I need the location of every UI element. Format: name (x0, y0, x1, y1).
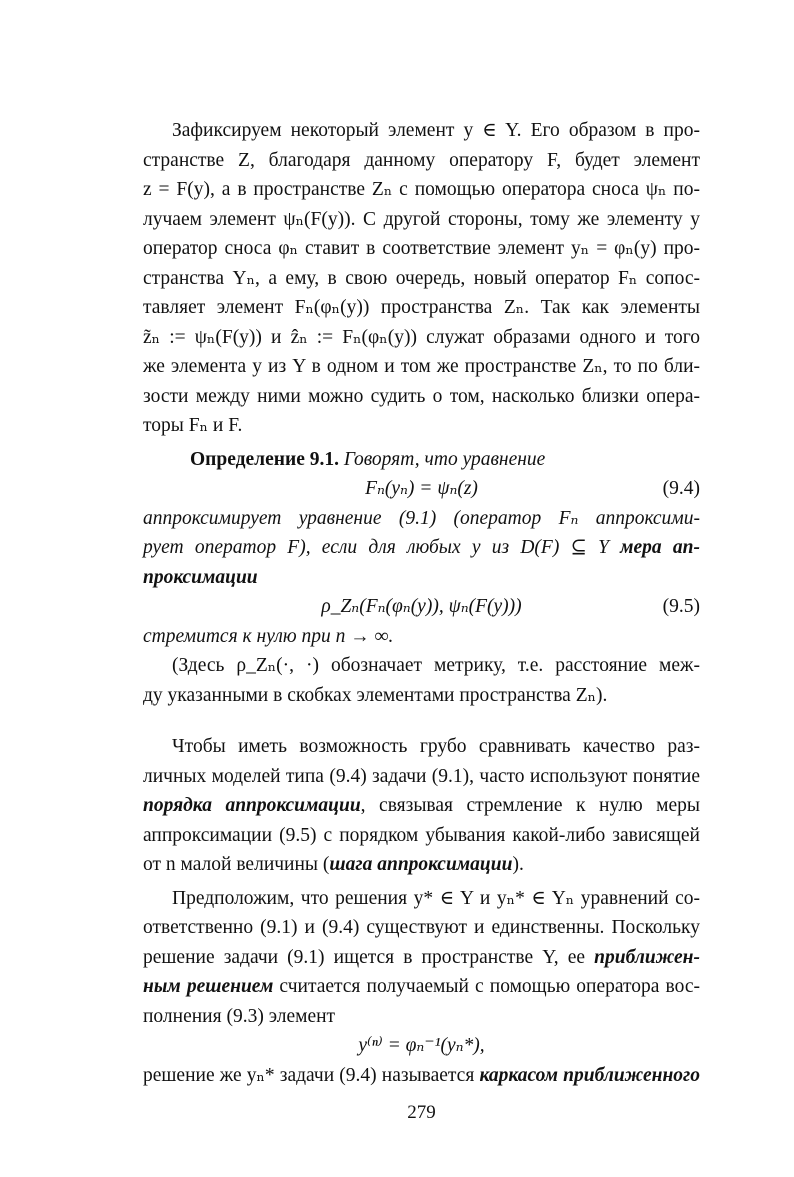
definition-heading (143, 445, 700, 475)
equation-row (143, 474, 700, 504)
text-line: Чтобы иметь возможность грубо сравнивать качество раз- (172, 736, 700, 757)
text-line: торы Fₙ и F. (143, 415, 243, 436)
text-line (143, 850, 700, 880)
text-segment: , связывая стремление к нулю меры (360, 795, 700, 816)
text-line: же элемента y из Y в одном и том же пространстве Zₙ, то по бли- (143, 356, 700, 377)
text-line: Предположим, что решения y* ∈ Y и yₙ* ∈ Yₙ уравнений со- (172, 887, 700, 909)
text-line (143, 1061, 700, 1091)
text-line (143, 791, 700, 821)
term-emphasis: мера ап- (620, 537, 700, 558)
text-line (143, 943, 700, 973)
text-segment: ). (512, 854, 524, 875)
term-emphasis: каркасом приближенного (479, 1064, 700, 1086)
term-emphasis: порядка аппроксимации (143, 795, 361, 816)
definition-intro: Говорят, что уравнение (339, 448, 546, 470)
term-emphasis: приближен- (594, 946, 700, 968)
equation-9-5: ρ_Zₙ(Fₙ(φₙ(y)), ψₙ(F(y))) (321, 596, 522, 617)
page-number: 279 (407, 1102, 436, 1123)
equation-row (143, 1031, 700, 1061)
text-line: странстве Z, благодаря данному оператору F, будет элемент (143, 149, 700, 171)
definition-title: Определение 9.1. (190, 448, 340, 470)
text-segment: считается получаемый с помощью оператора вос- (273, 976, 700, 997)
text-line: лучаем элемент ψₙ(F(y)). С другой стороны, тому же элементу y (143, 208, 700, 230)
text-line: (Здесь ρ_Zₙ(·, ·) обозначает метрику, т.е. расстояние меж- (172, 655, 700, 676)
text-line: аппроксимирует уравнение (9.1) (оператор Fₙ аппроксими- (143, 507, 700, 529)
text-line: личных моделей типа (9.4) задачи (9.1), часто используют понятие (143, 765, 700, 787)
equation-number: (9.4) (662, 478, 700, 499)
text-segment: от n малой величины ( (143, 854, 330, 875)
equation-number: (9.5) (662, 596, 700, 617)
text-line: стремится к нулю при n → ∞. (143, 625, 394, 647)
text-line: аппроксимации (9.5) с порядком убывания какой-либо зависящей (143, 824, 700, 846)
term-emphasis: ным решением (143, 976, 274, 997)
equation-9-4: Fₙ(yₙ) = ψₙ(z) (365, 478, 478, 499)
equation-reconstruction: y⁽ⁿ⁾ = φₙ⁻¹(yₙ*), (358, 1035, 485, 1056)
text-line: тавляет элемент Fₙ(φₙ(y)) пространства Zₙ. Так как элементы (143, 297, 700, 318)
equation-row (143, 592, 700, 622)
text-segment: решение же yₙ* задачи (9.4) называется (143, 1064, 480, 1086)
text-line: ду указанными в скобках элементами пространства Zₙ). (143, 684, 608, 706)
text-line: зости между ними можно судить о том, насколько близки опера- (143, 385, 700, 407)
text-line: полнения (9.3) элемент (143, 1005, 336, 1027)
text-line: странства Yₙ, а ему, в свою очередь, новый оператор Fₙ сопос- (143, 267, 700, 289)
text-segment: решение задачи (9.1) ищется в пространстве Y, ее (143, 946, 595, 968)
term-emphasis: шага аппроксимации (329, 854, 513, 875)
text-line (143, 533, 700, 563)
page (143, 116, 700, 1126)
term-emphasis: проксимации (143, 566, 258, 588)
text-line: z̃ₙ := ψₙ(F(y)) и ẑₙ := Fₙ(φₙ(y)) служат образами одного и того (143, 326, 700, 348)
text-line (143, 972, 700, 1002)
text-line: ответственно (9.1) и (9.4) существуют и единственны. Поскольку (143, 917, 700, 938)
text-line: Зафиксируем некоторый элемент y ∈ Y. Его образом в про- (172, 120, 700, 141)
text-segment: рует оператор F), если для любых y из D(F) ⊆ Y (143, 537, 621, 558)
text-line: оператор сноса φₙ ставит в соответствие элемент yₙ = φₙ(y) про- (143, 238, 700, 259)
text-line: z = F(y), а в пространстве Zₙ с помощью оператора сноса ψₙ по- (143, 179, 700, 200)
